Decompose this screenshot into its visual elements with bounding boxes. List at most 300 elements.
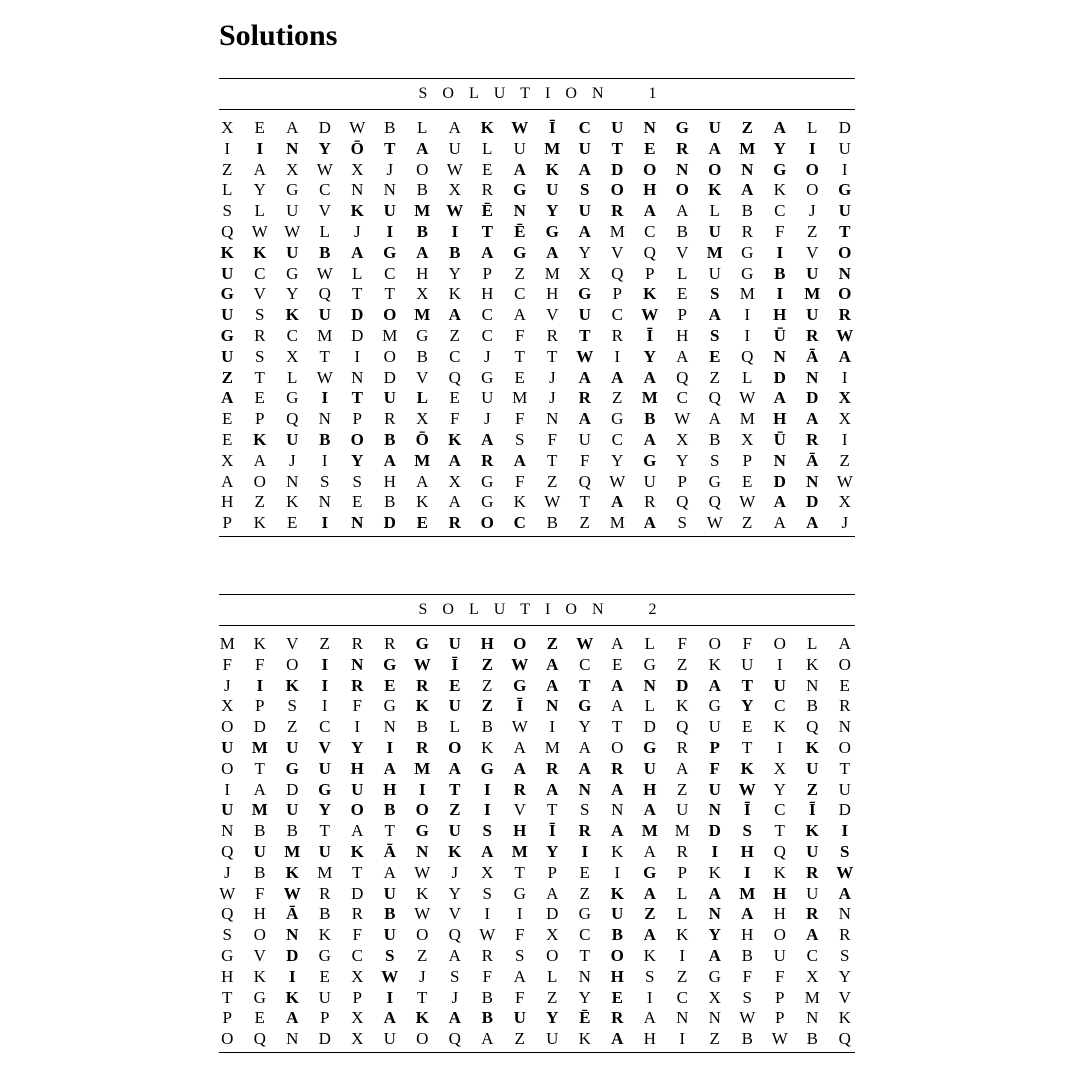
grid-cell: U <box>643 471 656 491</box>
grid-cell: I <box>224 779 231 799</box>
grid-cell: K <box>643 284 657 304</box>
grid-cell: O <box>675 180 689 200</box>
grid-cell: F <box>547 429 557 449</box>
grid-cell: V <box>253 945 266 965</box>
grid-cell: K <box>350 841 364 861</box>
grid-cell: O <box>448 737 462 757</box>
grid-cell: K <box>643 945 656 965</box>
grid-cell: I <box>386 987 394 1007</box>
grid-cell: P <box>222 1008 232 1028</box>
grid-cell: M <box>544 138 561 158</box>
grid-cell: N <box>838 717 851 737</box>
grid-cell: G <box>481 367 494 387</box>
grid-cell: K <box>610 883 624 903</box>
grid-cell: I <box>321 513 329 533</box>
grid-cell: P <box>320 1008 330 1028</box>
grid-cell: K <box>220 242 234 262</box>
grid-cell: X <box>708 987 721 1007</box>
solution-2-number: 2 <box>648 601 672 618</box>
grid-cell: B <box>384 429 396 449</box>
grid-cell: H <box>221 492 234 512</box>
grid-cell: I <box>776 654 783 674</box>
grid-cell: D <box>773 367 786 387</box>
grid-cell: U <box>286 201 299 221</box>
grid-cell: N <box>708 1008 721 1028</box>
grid-cell: A <box>416 138 429 158</box>
grid-cell: M <box>739 284 755 304</box>
grid-cell: T <box>222 987 233 1007</box>
grid-cell: P <box>645 263 655 283</box>
grid-cell: Z <box>546 634 558 653</box>
grid-cell: V <box>806 242 819 262</box>
grid-cell: K <box>611 841 624 861</box>
grid-cell: R <box>319 883 331 903</box>
grid-cell: K <box>578 1029 591 1049</box>
grid-cell: A <box>546 883 559 903</box>
grid-cell: E <box>742 471 753 491</box>
grid-cell: Q <box>806 717 819 737</box>
grid-cell: A <box>513 737 526 757</box>
grid-cell: Y <box>773 779 786 799</box>
grid-cell: I <box>256 675 264 695</box>
grid-cell: H <box>416 263 429 283</box>
grid-cell: Ī <box>743 800 751 820</box>
grid-cell: A <box>611 821 624 841</box>
grid-cell: I <box>744 325 751 345</box>
grid-cell: D <box>383 513 396 533</box>
grid-cell: O <box>611 737 624 757</box>
grid-cell: E <box>222 409 233 429</box>
grid-cell: N <box>676 159 689 179</box>
grid-cell: U <box>513 1008 526 1028</box>
grid-cell: I <box>224 138 231 158</box>
grid-cell: B <box>384 904 396 924</box>
grid-cell: U <box>286 737 299 757</box>
grid-cell: M <box>739 138 756 158</box>
grid-cell: N <box>351 180 364 200</box>
grid-cell: X <box>448 471 461 491</box>
grid-cell: V <box>253 284 266 304</box>
grid-cell: A <box>773 492 786 512</box>
grid-cell: Z <box>449 800 461 820</box>
grid-cell: X <box>416 284 429 304</box>
grid-cell: P <box>775 987 785 1007</box>
grid-cell: A <box>708 305 721 325</box>
grid-cell: D <box>286 779 299 799</box>
grid-cell: G <box>578 904 591 924</box>
grid-cell: K <box>285 862 299 882</box>
grid-cell: O <box>221 758 234 778</box>
grid-cell: U <box>221 305 234 325</box>
grid-cell: F <box>515 409 525 429</box>
grid-cell: Z <box>709 1029 720 1049</box>
grid-cell: K <box>350 201 364 221</box>
grid-cell: O <box>350 800 364 820</box>
grid-cell: B <box>481 717 493 737</box>
grid-cell: F <box>709 758 720 778</box>
grid-cell: Y <box>676 450 689 470</box>
grid-cell: Z <box>481 654 493 674</box>
grid-cell: K <box>286 492 299 512</box>
grid-cell: I <box>679 1029 686 1049</box>
grid-cell: G <box>643 862 657 882</box>
grid-cell: W <box>511 654 529 674</box>
grid-cell: B <box>254 821 266 841</box>
solution-2-heading <box>219 595 855 625</box>
grid-cell: U <box>221 800 234 820</box>
grid-cell: U <box>643 758 656 778</box>
grid-cell: X <box>221 696 234 716</box>
grid-cell: B <box>774 263 786 283</box>
grid-cell: A <box>708 883 721 903</box>
grid-cell: K <box>545 159 559 179</box>
grid-cell: J <box>483 346 491 366</box>
grid-cell: I <box>386 221 394 241</box>
grid-cell: G <box>643 654 656 674</box>
grid-cell: Q <box>708 388 721 408</box>
grid-cell: G <box>708 966 721 986</box>
grid-cell: O <box>708 159 722 179</box>
grid-cell: Z <box>579 513 590 533</box>
grid-cell: Y <box>318 800 331 820</box>
grid-cell: E <box>482 159 493 179</box>
grid-cell: A <box>676 758 689 778</box>
grid-cell: J <box>808 201 816 221</box>
grid-cell: U <box>383 388 396 408</box>
grid-cell: G <box>318 945 331 965</box>
grid-cell: A <box>546 242 559 262</box>
grid-cell: U <box>773 675 786 695</box>
grid-cell: R <box>351 675 364 695</box>
grid-cell: T <box>384 821 395 841</box>
grid-cell: K <box>448 841 462 861</box>
grid-cell: G <box>513 883 526 903</box>
grid-cell: E <box>254 388 265 408</box>
grid-cell: U <box>578 429 591 449</box>
solution-1-heading <box>219 79 855 109</box>
grid-cell: W <box>316 159 333 179</box>
grid-cell: G <box>383 696 396 716</box>
grid-cell: K <box>805 737 819 757</box>
grid-cell: U <box>806 263 819 283</box>
grid-cell: C <box>676 388 688 408</box>
grid-cell: U <box>838 138 851 158</box>
grid-cell: Y <box>448 263 461 283</box>
grid-cell: Q <box>676 492 689 512</box>
grid-cell: S <box>450 966 460 986</box>
grid-cell: M <box>219 634 235 653</box>
grid-cell: H <box>610 966 624 986</box>
grid-cell: P <box>352 987 362 1007</box>
grid-cell: N <box>643 675 656 695</box>
grid-cell: P <box>255 409 265 429</box>
grid-cell: B <box>481 1008 493 1028</box>
grid-cell: W <box>413 654 431 674</box>
grid-cell: G <box>773 159 787 179</box>
grid-cell: C <box>254 263 266 283</box>
grid-cell: C <box>351 945 363 965</box>
page-title: Solutions <box>219 19 338 52</box>
grid-cell: H <box>773 883 787 903</box>
grid-cell: I <box>321 696 328 716</box>
grid-cell: B <box>416 221 428 241</box>
grid-cell: A <box>383 1008 396 1028</box>
grid-cell: M <box>804 987 820 1007</box>
grid-cell: U <box>611 118 624 137</box>
grid-cell: Ū <box>773 325 786 345</box>
grid-cell: J <box>841 513 849 533</box>
grid-cell: B <box>416 346 428 366</box>
grid-cell: J <box>223 862 231 882</box>
grid-cell: N <box>546 409 559 429</box>
grid-cell: I <box>841 821 849 841</box>
grid-cell: Q <box>221 221 234 241</box>
grid-cell: I <box>776 284 784 304</box>
grid-cell: Ū <box>773 429 786 449</box>
grid-cell: T <box>547 450 558 470</box>
grid-cell: D <box>773 471 786 491</box>
grid-cell: J <box>548 367 556 387</box>
grid-cell: N <box>806 367 819 387</box>
grid-cell: Y <box>351 737 364 757</box>
grid-cell: P <box>742 450 752 470</box>
grid-cell: Q <box>448 925 461 945</box>
grid-cell: J <box>451 987 459 1007</box>
grid-cell: X <box>416 409 429 429</box>
grid-cell: P <box>352 409 362 429</box>
grid-cell: N <box>318 409 331 429</box>
grid-cell: C <box>579 925 591 945</box>
grid-cell: C <box>644 221 656 241</box>
grid-cell: Y <box>741 696 754 716</box>
grid-cell: M <box>739 883 756 903</box>
grid-cell: M <box>544 737 560 757</box>
grid-cell: U <box>838 201 851 221</box>
grid-cell: I <box>841 159 848 179</box>
grid-cell: S <box>320 471 330 491</box>
grid-cell: T <box>417 987 428 1007</box>
grid-cell: S <box>710 325 720 345</box>
grid-cell: A <box>773 513 786 533</box>
grid-cell: Z <box>839 450 850 470</box>
grid-cell: D <box>676 675 689 695</box>
grid-cell: Z <box>481 696 493 716</box>
grid-cell: W <box>739 1008 756 1028</box>
solution-1-number: 1 <box>648 85 672 102</box>
solution-1-letter-grid <box>211 110 855 536</box>
grid-cell: K <box>513 492 526 512</box>
grid-cell: K <box>415 696 429 716</box>
grid-cell: M <box>512 388 528 408</box>
grid-cell: G <box>415 821 429 841</box>
solution-2-label: SOLUTION <box>418 601 619 618</box>
grid-cell: T <box>774 821 785 841</box>
grid-cell: N <box>838 263 851 283</box>
grid-cell: Ā <box>806 346 819 366</box>
grid-cell: G <box>220 284 234 304</box>
grid-cell: U <box>676 800 689 820</box>
grid-cell: I <box>354 717 361 737</box>
grid-cell: E <box>416 513 428 533</box>
grid-cell: X <box>286 346 299 366</box>
grid-cell: H <box>643 779 657 799</box>
grid-cell: T <box>839 758 850 778</box>
grid-cell: U <box>221 263 234 283</box>
grid-cell: T <box>514 346 525 366</box>
grid-cell: Y <box>448 883 461 903</box>
grid-cell: P <box>222 513 232 533</box>
grid-cell: R <box>578 388 591 408</box>
grid-cell: R <box>384 409 396 429</box>
grid-cell: O <box>383 305 397 325</box>
grid-cell: K <box>838 1008 851 1028</box>
grid-cell: O <box>610 180 624 200</box>
grid-cell: I <box>841 367 848 387</box>
grid-cell: Q <box>676 367 689 387</box>
grid-cell: S <box>710 450 720 470</box>
grid-cell: Ē <box>579 1008 591 1028</box>
grid-cell: Z <box>547 987 558 1007</box>
grid-cell: A <box>481 1029 494 1049</box>
grid-cell: E <box>644 138 656 158</box>
grid-cell: I <box>549 717 556 737</box>
grid-cell: A <box>383 862 396 882</box>
grid-cell: U <box>448 634 461 653</box>
grid-cell: O <box>383 346 396 366</box>
grid-cell: W <box>738 779 756 799</box>
grid-cell: A <box>773 388 786 408</box>
grid-cell: U <box>318 841 331 861</box>
grid-cell: E <box>449 675 461 695</box>
grid-cell: E <box>287 513 298 533</box>
grid-cell: Y <box>708 925 721 945</box>
grid-cell: A <box>643 513 656 533</box>
grid-cell: J <box>288 450 296 470</box>
grid-cell: N <box>611 800 624 820</box>
grid-cell: R <box>741 221 753 241</box>
grid-cell: K <box>285 987 299 1007</box>
grid-cell: A <box>611 675 624 695</box>
grid-cell: W <box>641 305 659 325</box>
grid-cell: G <box>708 471 721 491</box>
grid-cell: T <box>254 367 265 387</box>
grid-cell: M <box>641 821 658 841</box>
grid-cell: F <box>742 634 752 653</box>
grid-cell: J <box>548 388 556 408</box>
grid-cell: V <box>318 201 331 221</box>
grid-cell: F <box>677 634 687 653</box>
grid-cell: A <box>643 367 656 387</box>
grid-cell: X <box>773 758 786 778</box>
grid-cell: E <box>514 367 525 387</box>
grid-cell: U <box>546 1029 559 1049</box>
grid-cell: N <box>286 138 299 158</box>
grid-cell: Y <box>546 841 559 861</box>
grid-cell: H <box>773 904 786 924</box>
grid-cell: Ē <box>481 201 493 221</box>
grid-cell: A <box>741 180 754 200</box>
grid-cell: D <box>286 945 299 965</box>
grid-cell: I <box>354 346 361 366</box>
grid-cell: T <box>579 945 590 965</box>
grid-cell: W <box>706 513 723 533</box>
grid-cell: I <box>614 346 621 366</box>
grid-cell: A <box>383 450 396 470</box>
grid-cell: Ī <box>808 800 816 820</box>
grid-cell: A <box>513 159 526 179</box>
grid-cell: R <box>611 325 623 345</box>
solution-2-panel <box>219 594 855 1053</box>
grid-cell: E <box>611 987 623 1007</box>
grid-cell: G <box>286 263 299 283</box>
grid-cell: M <box>739 409 755 429</box>
grid-cell: D <box>611 159 624 179</box>
grid-cell: K <box>773 862 786 882</box>
grid-cell: Q <box>221 904 234 924</box>
grid-cell: A <box>611 492 624 512</box>
grid-cell: S <box>515 429 525 449</box>
grid-cell: W <box>739 388 756 408</box>
grid-cell: A <box>708 945 721 965</box>
grid-cell: S <box>580 180 590 200</box>
grid-cell: N <box>221 821 234 841</box>
grid-cell: N <box>286 1029 299 1049</box>
grid-cell: A <box>643 1008 656 1028</box>
grid-cell: Y <box>286 284 299 304</box>
grid-cell: K <box>415 1008 429 1028</box>
grid-cell: P <box>677 862 687 882</box>
grid-cell: K <box>708 180 722 200</box>
grid-cell: H <box>773 305 787 325</box>
grid-cell: L <box>416 388 428 408</box>
grid-cell: A <box>253 159 266 179</box>
grid-cell: K <box>285 305 299 325</box>
grid-cell: B <box>319 429 331 449</box>
grid-cell: M <box>414 450 431 470</box>
grid-cell: C <box>481 305 493 325</box>
grid-cell: A <box>546 779 559 799</box>
grid-cell: K <box>773 717 786 737</box>
grid-cell: G <box>220 325 234 345</box>
grid-cell: Z <box>579 883 590 903</box>
grid-cell: B <box>741 1029 753 1049</box>
grid-cell: F <box>580 450 590 470</box>
grid-cell: Ā <box>806 450 819 470</box>
grid-cell: O <box>773 925 786 945</box>
grid-cell: G <box>611 409 624 429</box>
grid-cell: L <box>352 263 363 283</box>
grid-cell: N <box>578 966 591 986</box>
grid-cell: C <box>514 284 526 304</box>
grid-cell: N <box>773 346 786 366</box>
grid-cell: U <box>481 388 494 408</box>
grid-cell: Q <box>318 284 331 304</box>
grid-cell: Q <box>643 242 656 262</box>
grid-cell: B <box>286 821 298 841</box>
grid-cell: L <box>644 696 655 716</box>
grid-cell: K <box>480 118 494 137</box>
grid-cell: B <box>481 987 493 1007</box>
grid-cell: G <box>286 388 299 408</box>
grid-cell: Y <box>351 450 364 470</box>
grid-cell: B <box>709 429 721 449</box>
grid-cell: Ī <box>548 821 556 841</box>
grid-cell: Z <box>221 367 233 387</box>
grid-cell: C <box>676 987 688 1007</box>
grid-cell: N <box>838 904 851 924</box>
grid-cell: U <box>253 841 266 861</box>
grid-cell: Y <box>611 450 624 470</box>
